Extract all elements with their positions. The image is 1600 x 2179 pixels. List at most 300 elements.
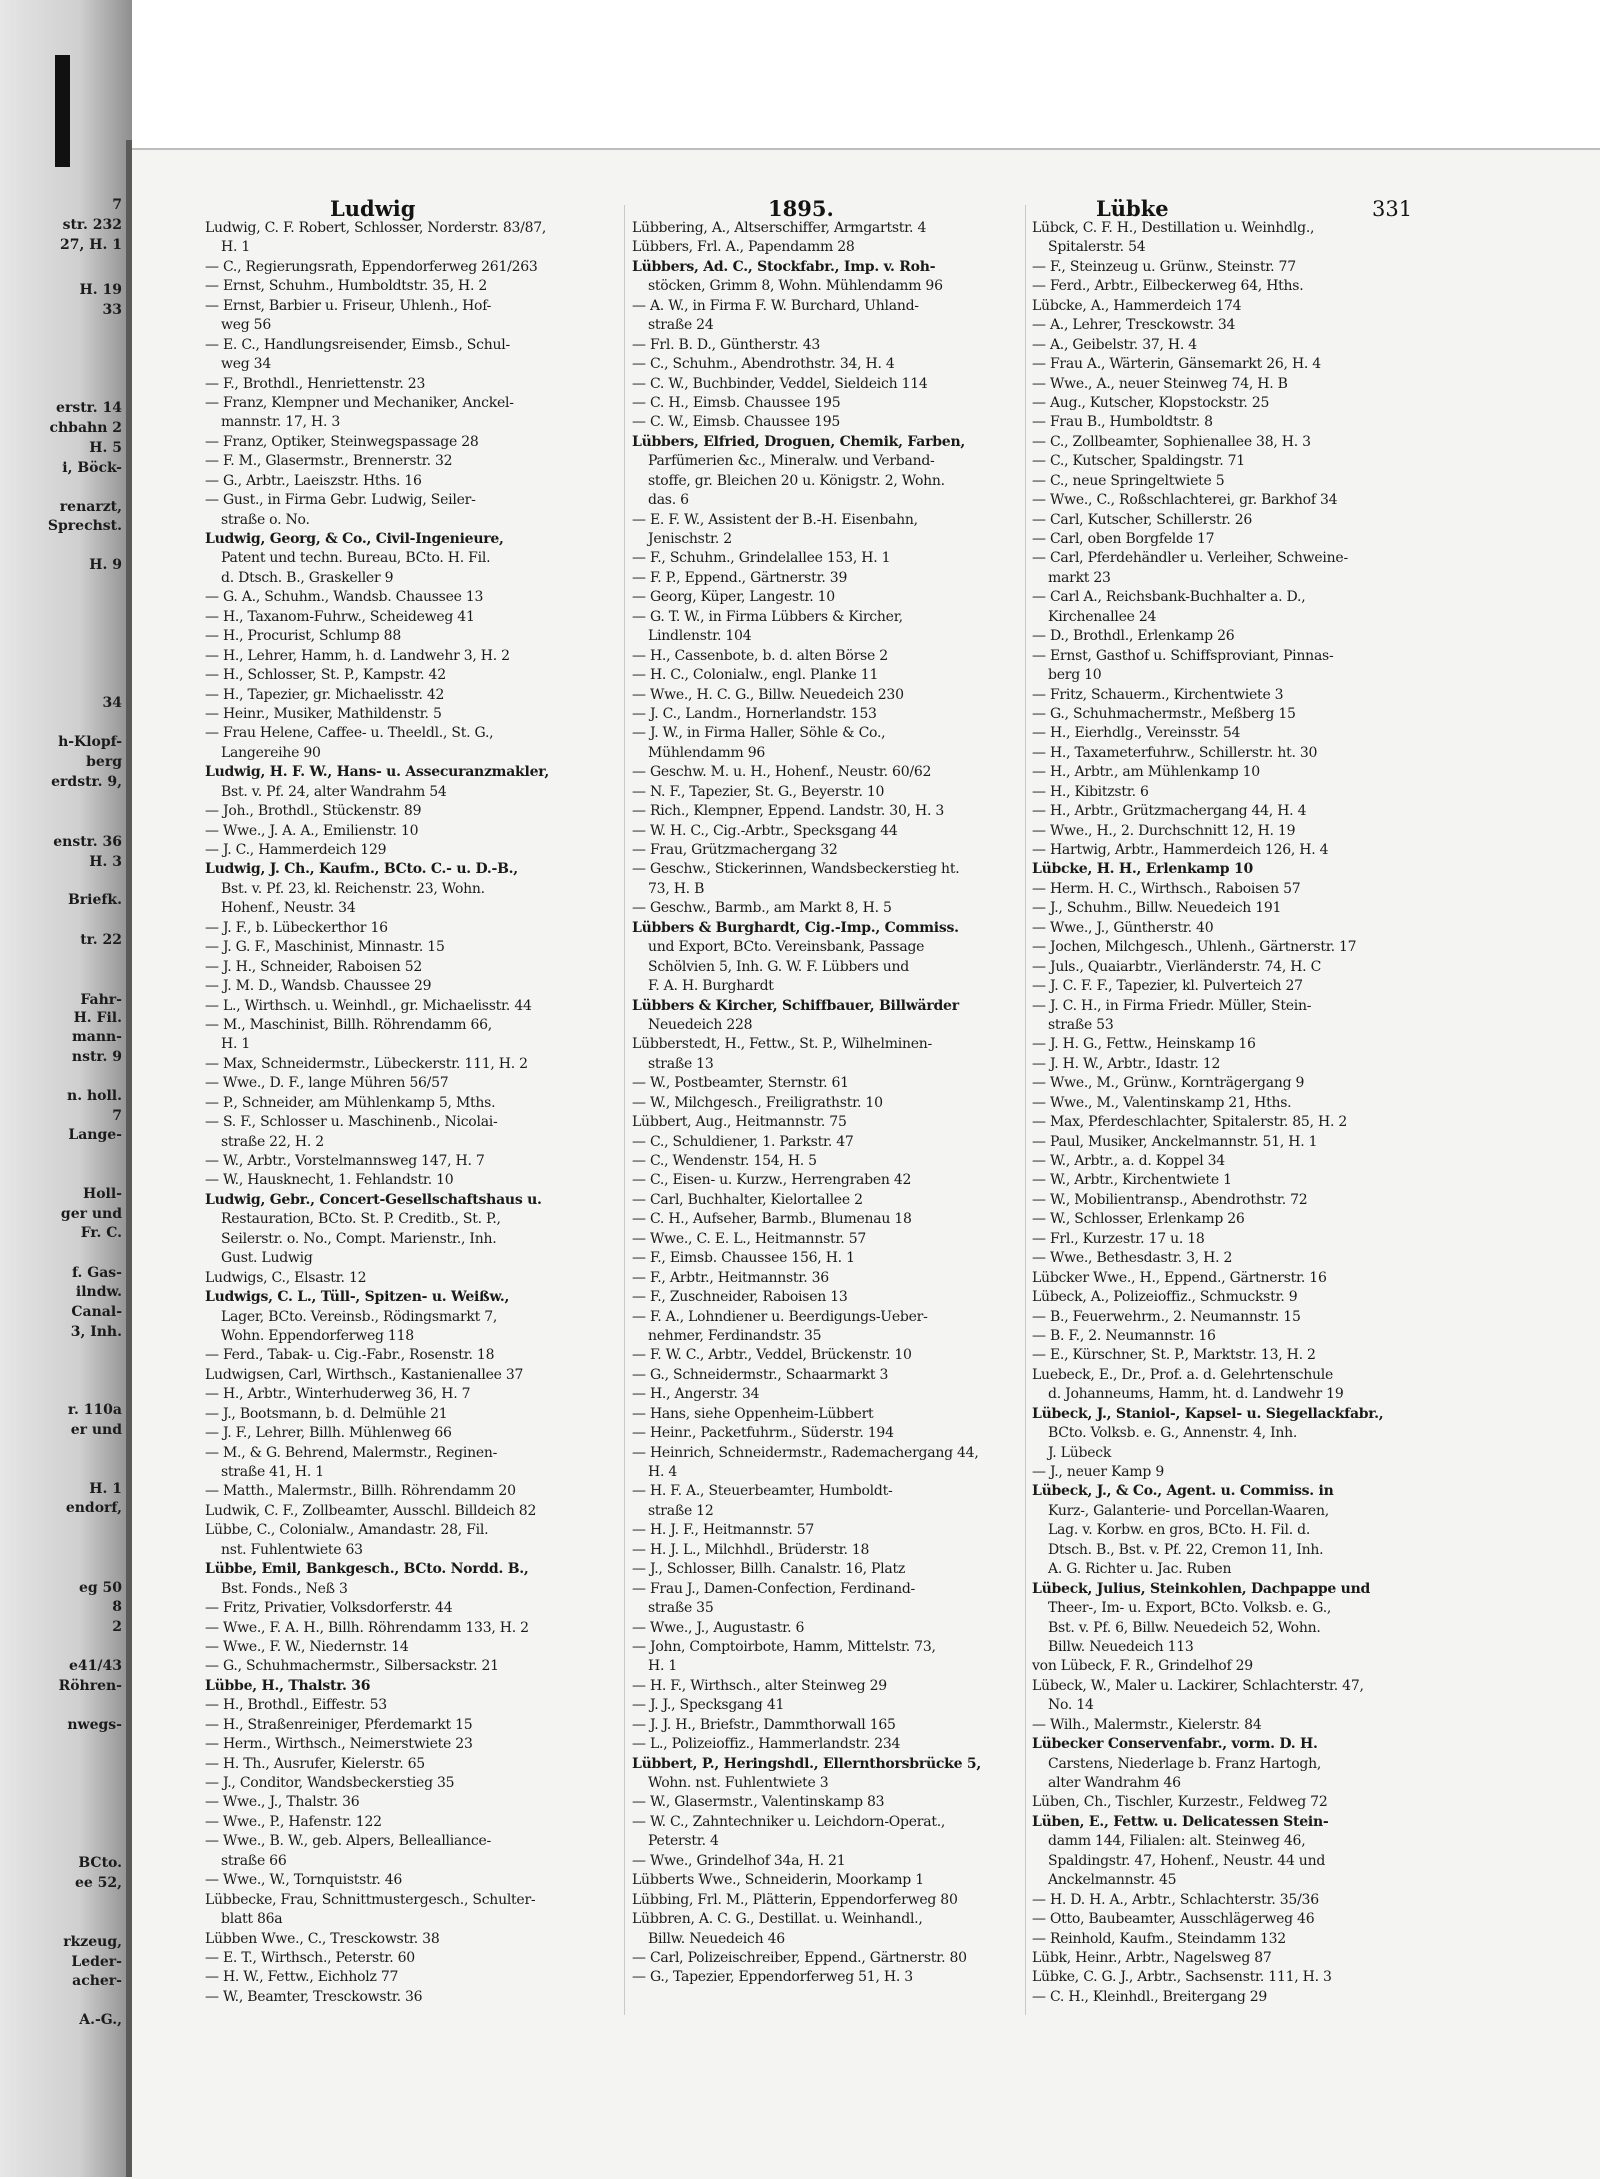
entry-line: — Carl A., Reichsbank-Buchhalter a. D.,	[1032, 589, 1306, 606]
entry-line: — J., neuer Kamp 9	[1032, 1464, 1164, 1480]
fragment-line: 8	[112, 1599, 122, 1615]
directory-entry	[1032, 258, 1416, 277]
entry-continuation: d. Johanneums, Hamm, ht. d. Landwehr 19	[1048, 1386, 1344, 1403]
entry-line: — Wwe., A., neuer Steinweg 74, H. B	[1032, 375, 1288, 392]
directory-entry	[632, 1677, 1020, 1696]
entry-line: — Carl, Buchhalter, Kielortallee 2	[632, 1191, 863, 1208]
directory-entry	[205, 452, 617, 471]
fragment-line: H. 5	[89, 440, 122, 456]
fragment-line: nstr. 9	[71, 1049, 122, 1065]
entry-continuation: Jenischstr. 2	[648, 531, 732, 547]
directory-entry	[205, 336, 617, 375]
entry-line: — J. C., Hammerdeich 129	[205, 842, 387, 858]
entry-line: — D., Brothdl., Erlenkamp 26	[1032, 628, 1235, 645]
directory-entry	[632, 724, 1020, 763]
directory-entry	[1032, 647, 1416, 686]
entry-line: — Ferd., Arbtr., Eilbeckerweg 64, Hths.	[1032, 278, 1304, 295]
entry-line: — Wwe., Bethesdastr. 3, H. 2	[1032, 1250, 1233, 1267]
directory-entry	[1032, 686, 1416, 705]
entry-line: — C., neue Springeltwiete 5	[1032, 472, 1225, 489]
directory-entry	[1032, 783, 1416, 802]
fragment-line: i, Böck-	[62, 460, 122, 476]
directory-entry	[205, 1444, 617, 1483]
entry-line: — John, Comptoirbote, Hamm, Mittelstr. 73,	[632, 1638, 936, 1655]
entry-line: — H., Eierhdlg., Vereinsstr. 54	[1032, 725, 1241, 742]
entry-line: — Max, Pferdeschlachter, Spitalerstr. 85, H. 2	[1032, 1114, 1347, 1131]
entry-continuation: blatt 86a	[221, 1911, 283, 1928]
directory-entry	[632, 1793, 1020, 1812]
directory-entry	[205, 1930, 617, 1949]
directory-entry	[632, 783, 1020, 802]
entry-continuation: Billw. Neuedeich 46	[648, 1930, 785, 1947]
directory-entry	[205, 219, 617, 258]
directory-entry	[632, 919, 1020, 997]
entry-line: — Fritz, Privatier, Volksdorferstr. 44	[205, 1600, 453, 1617]
entry-line: Lübbert, P., Heringshdl., Ellernthorsbrücke 5,	[632, 1755, 981, 1772]
directory-entry	[205, 1677, 617, 1696]
entry-continuation: alter Wandrahm 46	[1048, 1775, 1181, 1791]
entry-line: Lübberstedt, H., Fettw., St. P., Wilhelminen-	[632, 1036, 932, 1053]
directory-entry	[205, 433, 617, 452]
entry-line: — Wwe., M., Valentinskamp 21, Hths.	[1032, 1094, 1292, 1111]
entry-line: — C. W., Eimsb. Chaussee 195	[632, 414, 841, 431]
directory-entry	[632, 1424, 1020, 1443]
entry-line: von Lübeck, F. R., Grindelhof 29	[1032, 1658, 1253, 1675]
directory-entry	[1032, 938, 1416, 957]
directory-entry	[1032, 1346, 1416, 1365]
entry-line: — Carl, oben Borgfelde 17	[1032, 531, 1215, 547]
entry-line: — Hans, siehe Oppenheim-Lübbert	[632, 1405, 874, 1422]
entry-line: — Hartwig, Arbtr., Hammerdeich 126, H. 4	[1032, 842, 1329, 858]
entry-continuation: straße 66	[221, 1852, 287, 1869]
entry-line: — J. H. W., Arbtr., Idastr. 12	[1032, 1055, 1221, 1072]
entry-line: — Frau B., Humboldtstr. 8	[1032, 414, 1213, 431]
entry-continuation: A. G. Richter u. Jac. Ruben	[1048, 1561, 1232, 1578]
directory-entry	[1032, 1269, 1416, 1288]
directory-entry	[205, 1638, 617, 1657]
entry-line: — J., Conditor, Wandsbeckerstieg 35	[205, 1775, 455, 1791]
entry-line: — Wwe., P., Hafenstr. 122	[205, 1813, 382, 1830]
directory-entry	[632, 1968, 1020, 1987]
directory-entry	[1032, 1191, 1416, 1210]
entry-line: — B., Feuerwehrm., 2. Neumannstr. 15	[1032, 1308, 1301, 1325]
directory-entry	[1032, 277, 1416, 296]
entry-line: Lübeck, Julius, Steinkohlen, Dachpappe und	[1032, 1580, 1371, 1597]
entry-line: — Heinr., Packetfuhrm., Süderstr. 194	[632, 1425, 894, 1442]
directory-entry	[1032, 1463, 1416, 1482]
directory-entry	[632, 1716, 1020, 1735]
entry-line: — F., Eimsb. Chaussee 156, H. 1	[632, 1250, 855, 1267]
entry-line: — J. H. G., Fettw., Heinskamp 16	[1032, 1036, 1256, 1053]
entry-line: — F. W. C., Arbtr., Veddel, Brückenstr. 10	[632, 1347, 912, 1364]
directory-entry	[1032, 433, 1416, 452]
entry-continuation: Hohenf., Neustr. 34	[221, 900, 356, 917]
entry-line: Lübbers & Burghardt, Cig.-Imp., Commiss.	[632, 919, 959, 936]
entry-line: — J. C. H., in Firma Friedr. Müller, Stein-	[1032, 997, 1312, 1014]
entry-line: — J. G. F., Maschinist, Minnastr. 15	[205, 939, 445, 956]
running-head-right: Lübke	[1096, 196, 1169, 221]
entry-continuation: 73, H. B	[648, 880, 705, 897]
entry-line: — J. C. F. F., Tapezier, kl. Pulverteich 27	[1032, 978, 1303, 995]
entry-line: — B. F., 2. Neumannstr. 16	[1032, 1327, 1216, 1344]
directory-entry	[205, 375, 617, 394]
directory-entry	[205, 686, 617, 705]
entry-line: Lüben, Ch., Tischler, Kurzestr., Feldweg 72	[1032, 1794, 1328, 1811]
directory-entry	[632, 1035, 1020, 1074]
entry-continuation: Billw. Neuedeich 113	[1048, 1638, 1194, 1655]
directory-entry	[632, 549, 1020, 568]
directory-entry	[205, 997, 617, 1016]
entry-line: Lübbert, Aug., Heitmannstr. 75	[632, 1114, 847, 1131]
directory-entry	[632, 1074, 1020, 1093]
directory-entry	[1032, 1716, 1416, 1735]
entry-line: — Ernst, Gasthof u. Schiffsproviant, Pinnas-	[1032, 647, 1334, 664]
directory-entry	[1032, 1580, 1416, 1658]
directory-entry	[632, 1580, 1020, 1619]
entry-continuation: straße 13	[648, 1055, 714, 1072]
entry-line: — H., Angerstr. 34	[632, 1386, 760, 1403]
entry-line: — W., Arbtr., Kirchentwiete 1	[1032, 1172, 1232, 1189]
fragment-line: er und	[70, 1422, 122, 1438]
fragment-line: A.-G.,	[79, 2012, 122, 2028]
entry-continuation: Kurz-, Galanterie- und Porcellan-Waaren,	[1048, 1502, 1329, 1519]
entry-continuation: Mühlendamm 96	[648, 744, 766, 761]
entry-continuation: straße o. No.	[221, 511, 310, 528]
directory-entry	[632, 1405, 1020, 1424]
directory-entry	[205, 1152, 617, 1171]
directory-entry	[1032, 1288, 1416, 1307]
fragment-line: Röhren-	[58, 1678, 122, 1694]
entry-line: Lübecker Conservenfabr., vorm. D. H.	[1032, 1736, 1318, 1753]
directory-entry	[632, 1696, 1020, 1715]
entry-line: — A., Geibelstr. 37, H. 4	[1032, 336, 1197, 353]
directory-entry	[1032, 511, 1416, 530]
entry-line: — C., Eisen- u. Kurzw., Herrengraben 42	[632, 1172, 912, 1189]
directory-entry	[1032, 336, 1416, 355]
entry-line: — H., Brothdl., Eiffestr. 53	[205, 1697, 387, 1714]
entry-line: — Wwe., J., Augustastr. 6	[632, 1619, 805, 1636]
entry-continuation: d. Dtsch. B., Graskeller 9	[221, 569, 394, 586]
column-rule	[1025, 205, 1026, 2015]
entry-line: — H. W., Fettw., Eichholz 77	[205, 1969, 399, 1986]
entry-line: — G., Schuhmachermstr., Silbersackstr. 21	[205, 1658, 499, 1675]
entry-line: — Wwe., W., Tornquiststr. 46	[205, 1872, 403, 1889]
fragment-line: Leder-	[71, 1954, 122, 1970]
entry-line: — F. P., Eppend., Gärtnerstr. 39	[632, 569, 848, 586]
fragment-line: r. 110a	[67, 1402, 122, 1418]
entry-line: — M., Maschinist, Billh. Röhrendamm 66,	[205, 1016, 492, 1033]
entry-line: — H., Straßenreiniger, Pferdemarkt 15	[205, 1716, 473, 1733]
entry-line: — C., Schuhm., Abendrothstr. 34, H. 4	[632, 356, 895, 373]
fragment-line: n. holl.	[67, 1088, 122, 1104]
fragment-line: Fahr-	[80, 992, 122, 1008]
directory-entry	[205, 802, 617, 821]
entry-line: — G., Arbtr., Laeiszstr. Hths. 16	[205, 472, 422, 489]
directory-entry	[205, 1269, 617, 1288]
directory-entry	[632, 647, 1020, 666]
directory-entry	[1032, 763, 1416, 782]
fragment-line: H. 9	[89, 557, 122, 573]
directory-entry	[632, 1560, 1020, 1579]
entry-continuation: Lag. v. Korbw. en gros, BCto. H. Fil. d.	[1048, 1522, 1311, 1539]
directory-entry	[1032, 1133, 1416, 1152]
entry-line: — Herm., Wirthsch., Neimerstwiete 23	[205, 1736, 473, 1753]
entry-continuation: Gust. Ludwig	[221, 1250, 313, 1267]
directory-entry	[632, 219, 1020, 238]
directory-entry	[205, 394, 617, 433]
directory-entry	[1032, 1988, 1416, 2007]
directory-entry	[1032, 219, 1416, 258]
entry-line: — J. J. H., Briefstr., Dammthorwall 165	[632, 1716, 896, 1733]
directory-entry	[1032, 1249, 1416, 1268]
directory-entry	[205, 491, 617, 530]
directory-entry	[1032, 588, 1416, 627]
entry-line: — C. H., Aufseher, Barmb., Blumenau 18	[632, 1211, 912, 1228]
entry-continuation: No. 14	[1048, 1697, 1094, 1714]
entry-line: — H., Tapezier, gr. Michaelisstr. 42	[205, 686, 445, 703]
directory-entry	[632, 1133, 1020, 1152]
directory-entry	[205, 1949, 617, 1968]
entry-continuation: und Export, BCto. Vereinsbank, Passage	[648, 939, 925, 956]
directory-entry	[1032, 899, 1416, 918]
entry-line: — J. F., Lehrer, Billh. Mühlenweg 66	[205, 1425, 452, 1442]
directory-entry	[205, 627, 617, 646]
entry-continuation: straße 22, H. 2	[221, 1133, 324, 1150]
fragment-line: e41/43	[69, 1658, 122, 1674]
directory-entry	[1032, 316, 1416, 335]
directory-column-1	[205, 219, 617, 2007]
directory-entry	[205, 860, 617, 918]
directory-entry	[205, 277, 617, 296]
directory-entry	[205, 1366, 617, 1385]
entry-line: — H. J. F., Heitmannstr. 57	[632, 1522, 815, 1539]
directory-entry	[632, 1366, 1020, 1385]
entry-continuation: Lager, BCto. Vereinsb., Rödingsmarkt 7,	[221, 1308, 498, 1325]
directory-entry	[205, 763, 617, 802]
directory-entry	[632, 802, 1020, 821]
fragment-line: chbahn 2	[49, 420, 122, 436]
entry-line: — H., Schlosser, St. P., Kampstr. 42	[205, 667, 446, 684]
entry-line: Ludwig, Gebr., Concert-Gesellschaftshaus u.	[205, 1191, 542, 1208]
directory-entry	[632, 1249, 1020, 1268]
entry-line: — Wwe., J., Güntherstr. 40	[1032, 919, 1214, 936]
directory-entry	[632, 1813, 1020, 1852]
directory-entry	[632, 899, 1020, 918]
entry-line: Lübbering, A., Altserschiffer, Armgartstr. 4	[632, 220, 927, 236]
directory-entry	[205, 724, 617, 763]
directory-entry	[1032, 919, 1416, 938]
directory-entry	[1032, 1230, 1416, 1249]
entry-line: Lübben Wwe., C., Tresckowstr. 38	[205, 1930, 440, 1947]
entry-continuation: weg 34	[221, 356, 271, 373]
directory-entry	[632, 1230, 1020, 1249]
entry-line: — J. H., Schneider, Raboisen 52	[205, 958, 423, 975]
entry-continuation: Langereihe 90	[221, 744, 321, 761]
directory-entry	[632, 1094, 1020, 1113]
entry-line: — Wwe., H. C. G., Billw. Neuedeich 230	[632, 686, 904, 703]
entry-line: Lübbe, H., Thalstr. 36	[205, 1677, 371, 1694]
directory-entry	[205, 1560, 617, 1599]
entry-line: — W., Glasermstr., Valentinskamp 83	[632, 1794, 885, 1811]
entry-line: — G., Schuhmachermstr., Meßberg 15	[1032, 705, 1296, 722]
entry-line: Lübk, Heinr., Arbtr., Nagelsweg 87	[1032, 1949, 1272, 1966]
entry-line: — W. H. C., Cig.-Arbtr., Specksgang 44	[632, 822, 898, 839]
fragment-line: Briefk.	[67, 892, 122, 908]
directory-entry	[1032, 549, 1416, 588]
entry-line: — Geschw., Stickerinnen, Wandsbeckerstieg ht.	[632, 861, 960, 878]
entry-line: — L., Polizeioffiz., Hammerlandstr. 234	[632, 1736, 901, 1753]
directory-entry	[1032, 452, 1416, 471]
entry-line: Lübeck, W., Maler u. Lackirer, Schlachterstr. 47,	[1032, 1677, 1364, 1694]
directory-entry	[632, 1346, 1020, 1365]
directory-entry	[1032, 1405, 1416, 1463]
fragment-line: Canal-	[71, 1304, 122, 1320]
directory-entry	[205, 1891, 617, 1930]
entry-line: — J. F., b. Lübeckerthor 16	[205, 919, 388, 936]
entry-line: — H., Procurist, Schlump 88	[205, 628, 401, 645]
entry-line: — Wwe., J., Thalstr. 36	[205, 1794, 360, 1811]
entry-line: Ludwigs, C. L., Tüll-, Spitzen- u. Weißw.,	[205, 1289, 510, 1306]
directory-entry	[632, 686, 1020, 705]
entry-continuation: Patent und techn. Bureau, BCto. H. Fil.	[221, 550, 491, 567]
directory-entry	[205, 1716, 617, 1735]
entry-line: — Rich., Klempner, Eppend. Landstr. 30, H. 3	[632, 803, 945, 820]
fragment-line: acher-	[72, 1973, 122, 1989]
directory-entry	[632, 1891, 1020, 1910]
entry-line: — Wwe., H., 2. Durchschnitt 12, H. 19	[1032, 822, 1296, 839]
directory-entry	[632, 1541, 1020, 1560]
directory-entry	[205, 1405, 617, 1424]
directory-entry	[205, 1774, 617, 1793]
directory-entry	[1032, 1210, 1416, 1229]
fragment-line: ilndw.	[75, 1284, 122, 1300]
entry-line: — Juls., Quaiarbtr., Vierländerstr. 74, H. C	[1032, 958, 1322, 975]
directory-entry	[632, 997, 1020, 1036]
directory-entry	[1032, 705, 1416, 724]
directory-entry	[1032, 1735, 1416, 1793]
entry-line: — F., Schuhm., Grindelallee 153, H. 1	[632, 550, 891, 567]
entry-line: — H., Arbtr., am Mühlenkamp 10	[1032, 764, 1260, 781]
entry-continuation: H. 1	[648, 1658, 678, 1675]
entry-line: — Wwe., C., Roßschlachterei, gr. Barkhof 34	[1032, 492, 1338, 509]
entry-continuation: BCto. Volksb. e. G., Annenstr. 4, Inh.	[1048, 1425, 1298, 1442]
entry-line: Lüben, E., Fettw. u. Delicatessen Stein-	[1032, 1813, 1329, 1830]
entry-line: — F., Brothdl., Henriettenstr. 23	[205, 375, 426, 392]
fragment-line: erstr. 14	[56, 400, 122, 416]
directory-entry	[205, 1346, 617, 1365]
entry-line: — F. A., Lohndiener u. Beerdigungs-Ueber-	[632, 1308, 928, 1325]
entry-continuation: Bst. Fonds., Neß 3	[221, 1580, 348, 1597]
entry-line: — W., Hausknecht, 1. Fehlandstr. 10	[205, 1172, 454, 1189]
directory-entry	[632, 1482, 1020, 1521]
entry-line: — E. F. W., Assistent der B.-H. Eisenbahn,	[632, 511, 918, 528]
directory-entry	[205, 938, 617, 957]
directory-entry	[1032, 1035, 1416, 1054]
entry-line: Lübbe, C., Colonialw., Amandastr. 28, Fil.	[205, 1522, 489, 1539]
entry-continuation: J. Lübeck	[1048, 1444, 1112, 1461]
entry-line: — Geschw. M. u. H., Hohenf., Neustr. 60/62	[632, 764, 932, 781]
entry-line: — G., Schneidermstr., Schaarmarkt 3	[632, 1366, 889, 1383]
entry-line: — Frl. B. D., Güntherstr. 43	[632, 336, 821, 353]
directory-entry	[632, 1444, 1020, 1483]
entry-line: — Wwe., C. E. L., Heitmannstr. 57	[632, 1230, 867, 1247]
directory-entry	[632, 1308, 1020, 1347]
entry-line: Lübck, C. F. H., Destillation u. Weinhdlg.,	[1032, 220, 1315, 236]
directory-entry	[1032, 394, 1416, 413]
directory-entry	[632, 1910, 1020, 1949]
entry-line: — C. W., Buchbinder, Veddel, Sieldeich 114	[632, 375, 928, 392]
directory-entry	[1032, 1949, 1416, 1968]
entry-line: — Georg, Küper, Langestr. 10	[632, 589, 835, 606]
directory-entry	[632, 1113, 1020, 1132]
directory-entry	[1032, 958, 1416, 977]
directory-entry	[205, 1482, 617, 1501]
directory-entry	[205, 608, 617, 627]
entry-line: Lübeck, A., Polizeioffiz., Schmuckstr. 9	[1032, 1289, 1298, 1306]
entry-line: — W., Schlosser, Erlenkamp 26	[1032, 1211, 1245, 1228]
directory-entry	[1032, 413, 1416, 432]
fragment-line: Fr. C.	[80, 1225, 122, 1241]
entry-continuation: straße 24	[648, 317, 714, 334]
directory-entry	[632, 860, 1020, 899]
entry-continuation: Peterstr. 4	[648, 1833, 719, 1850]
entry-continuation: Anckelmannstr. 45	[1048, 1872, 1177, 1889]
entry-continuation: F. A. H. Burghardt	[648, 978, 774, 995]
entry-line: — J. W., in Firma Haller, Söhle & Co.,	[632, 725, 886, 742]
entry-line: Ludwig, J. Ch., Kaufm., BCto. C.- u. D.-B.,	[205, 861, 518, 878]
fragment-line: 33	[102, 302, 122, 318]
column-rule	[624, 205, 625, 2015]
fragment-line: rkzeug,	[63, 1934, 122, 1950]
entry-line: — Frau J., Damen-Confection, Ferdinand-	[632, 1580, 916, 1597]
entry-line: Lübbe, Emil, Bankgesch., BCto. Nordd. B.,	[205, 1561, 529, 1578]
directory-entry	[632, 511, 1020, 550]
entry-line: Ludwigsen, Carl, Wirthsch., Kastanienallee 37	[205, 1366, 524, 1383]
entry-line: — Heinr., Musiker, Mathildenstr. 5	[205, 705, 442, 722]
entry-line: — H., Taxameterfuhrw., Schillerstr. ht. 30	[1032, 744, 1318, 761]
entry-line: — H. D. H. A., Arbtr., Schlachterstr. 35/36	[1032, 1891, 1319, 1908]
directory-entry	[1032, 1657, 1416, 1676]
entry-line: — Frau A., Wärterin, Gänsemarkt 26, H. 4	[1032, 356, 1321, 373]
directory-entry	[632, 588, 1020, 607]
directory-entry	[632, 258, 1020, 297]
directory-entry	[205, 1016, 617, 1055]
entry-line: — Frau Helene, Caffee- u. Theeldl., St. G.,	[205, 725, 494, 742]
directory-entry	[632, 297, 1020, 336]
directory-entry	[205, 258, 617, 277]
entry-line: — Aug., Kutscher, Klopstockstr. 25	[1032, 394, 1270, 411]
directory-entry	[632, 1521, 1020, 1540]
directory-entry	[1032, 530, 1416, 549]
entry-line: — C., Wendenstr. 154, H. 5	[632, 1153, 817, 1169]
directory-entry	[205, 588, 617, 607]
directory-entry	[205, 1074, 617, 1093]
directory-entry	[205, 958, 617, 977]
entry-line: — A. W., in Firma F. W. Burchard, Uhland-	[632, 297, 919, 314]
directory-entry	[632, 394, 1020, 413]
entry-continuation: Bst. v. Pf. 23, kl. Reichenstr. 23, Wohn.	[221, 880, 485, 897]
entry-continuation: H. 1	[221, 239, 251, 256]
entry-line: — Gust., in Firma Gebr. Ludwig, Seiler-	[205, 492, 476, 509]
directory-entry	[205, 919, 617, 938]
directory-entry	[632, 1852, 1020, 1871]
directory-entry	[632, 1619, 1020, 1638]
entry-continuation: Restauration, BCto. St. P. Creditb., St. P.,	[221, 1211, 501, 1228]
entry-line: — Carl, Pferdehändler u. Verleiher, Schweine-	[1032, 550, 1348, 567]
entry-continuation: weg 56	[221, 317, 271, 334]
entry-line: — F., Steinzeug u. Grünw., Steinstr. 77	[1032, 258, 1296, 275]
directory-entry	[205, 1619, 617, 1638]
